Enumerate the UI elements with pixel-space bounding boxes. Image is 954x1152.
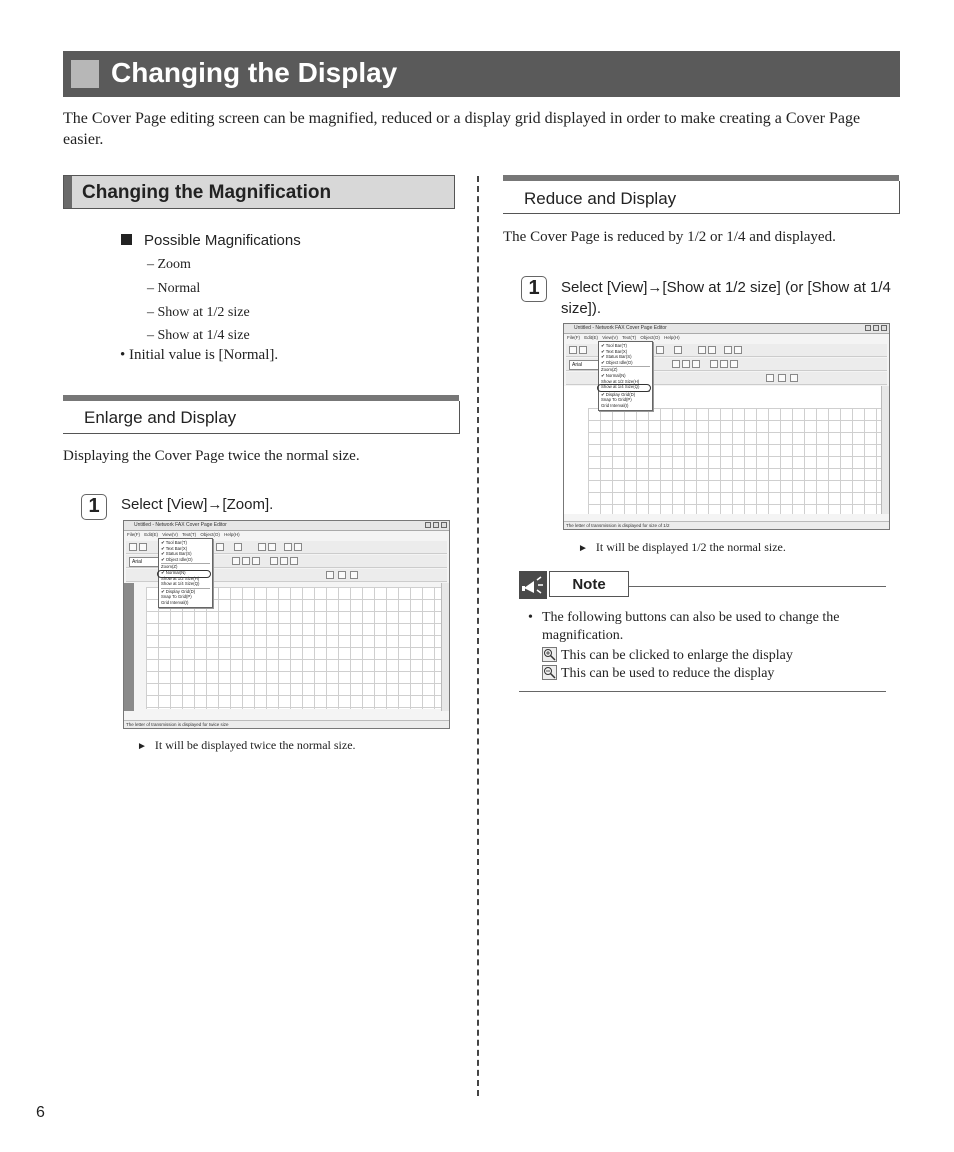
note-bullet-text: The following buttons can also be used to change the magnification. — [542, 610, 840, 643]
arrow-right-icon: ► — [137, 741, 147, 752]
open-icon — [579, 346, 587, 354]
menu-item: ✔ Tool Bar(T) — [601, 343, 627, 348]
step-instruction: Select [View]→[Show at 1/2 size] (or [Show at 1/4 size]). — [561, 279, 891, 317]
menu-item: Grid Interval(I) — [601, 402, 629, 408]
zoom-out-description: This can be used to reduce the display — [561, 666, 775, 681]
step-instruction: Select [View]→[Zoom]. — [121, 496, 274, 513]
menu-item: ✔ Normal(N) — [601, 372, 626, 378]
menu-item: ✔ Tool Bar(T) — [161, 540, 187, 545]
undo-icon — [674, 346, 682, 354]
close-icon — [881, 325, 887, 331]
zoom-out-icon — [708, 346, 716, 354]
menu-item: ✔ Object Idle(O) — [161, 556, 193, 562]
enlarge-description: Displaying the Cover Page twice the normal size. — [63, 448, 360, 464]
enlarge-caption-text: It will be displayed twice the normal size. — [154, 738, 356, 752]
vertical-scrollbar — [881, 386, 889, 514]
menu-item: ✔ Status Bar(S) — [601, 354, 632, 360]
enlarge-heading: Enlarge and Display — [84, 408, 237, 427]
square-bullet-icon — [121, 234, 132, 245]
menu-item: ✔ Object Idle(O) — [601, 359, 633, 365]
note-label: Note — [549, 571, 629, 597]
section-heading-accent — [64, 176, 72, 208]
underline-icon — [692, 360, 700, 368]
editor-screenshot-zoom — [123, 520, 450, 729]
menu-item: ✔ Status Bar(S) — [161, 551, 192, 557]
menu-item: ✔ Text Bar(X) — [161, 545, 188, 551]
select-icon — [284, 543, 292, 551]
menu-item: ✔ Text Bar(X) — [601, 348, 628, 354]
maximize-icon — [433, 522, 439, 528]
page-number: 6 — [36, 1104, 45, 1121]
magnification-item: – Show at 1/2 size — [147, 305, 250, 320]
open-icon — [139, 543, 147, 551]
zoom-out-icon — [542, 665, 557, 680]
menu-item: ✔ Normal(N) — [161, 569, 186, 575]
zoom-in-icon — [258, 543, 266, 551]
note-rule — [629, 586, 886, 587]
initial-value-note: • Initial value is [Normal]. — [120, 347, 279, 363]
window-title: Untitled - Network FAX Cover Page Editor — [564, 324, 889, 334]
menu-item-half-size: Show at 1/2 Size(H) — [601, 378, 640, 384]
status-bar: The letter of transmission is displayed for size of 1/2 — [564, 521, 889, 529]
bold-icon — [232, 557, 240, 565]
round-rect-icon — [338, 571, 346, 579]
ellipse-icon — [790, 374, 798, 382]
note-body — [528, 609, 858, 683]
view-menu — [598, 341, 653, 411]
rect-icon — [766, 374, 774, 382]
half-size-highlight — [597, 384, 651, 392]
menu-item: Zoom(Z) — [601, 366, 650, 373]
step-number: 1 — [81, 494, 107, 520]
menu-item: Show at 1/4 Size(Q) — [601, 384, 640, 390]
arrow-right-icon: ► — [578, 543, 588, 554]
note-header — [519, 571, 886, 601]
megaphone-icon — [519, 571, 547, 599]
rect-icon — [326, 571, 334, 579]
step-number: 1 — [521, 276, 547, 302]
close-icon — [441, 522, 447, 528]
minimize-icon — [865, 325, 871, 331]
zoom-out-row — [542, 665, 858, 683]
underline-icon — [252, 557, 260, 565]
intro-paragraph: The Cover Page editing screen can be magnified, reduced or a display grid displayed in order to make creating a Cover Page easier. — [63, 110, 861, 148]
note-bottom-rule — [519, 691, 886, 692]
menu-item: ✔ Display Grid(D) — [601, 391, 650, 398]
font-select: Arial — [569, 360, 613, 370]
zoom-in-description: This can be clicked to enlarge the display — [561, 648, 793, 663]
zoom-in-icon — [698, 346, 706, 354]
menu-item: ✔ Display Grid(D) — [161, 588, 210, 595]
bold-icon — [672, 360, 680, 368]
reduce-description: The Cover Page is reduced by 1/2 or 1/4 and displayed. — [503, 229, 836, 245]
zoom-in-row — [542, 647, 858, 665]
magnification-item: – Zoom — [147, 257, 191, 272]
bullet-dot: • — [528, 610, 533, 625]
possible-magnifications-heading — [121, 232, 301, 249]
new-icon — [129, 543, 137, 551]
menu-item: Grid Interval(I) — [161, 599, 189, 605]
note-bullet — [528, 609, 858, 645]
align-right-icon — [730, 360, 738, 368]
section-heading-box — [63, 175, 455, 209]
enlarge-caption — [137, 738, 356, 753]
ruler — [124, 583, 134, 711]
reduce-caption — [578, 540, 786, 555]
align-center-icon — [720, 360, 728, 368]
reduce-caption-text: It will be displayed 1/2 the normal size. — [595, 540, 786, 554]
maximize-icon — [873, 325, 879, 331]
italic-icon — [682, 360, 690, 368]
window-title: Untitled - Network FAX Cover Page Editor — [124, 521, 449, 531]
align-left-icon — [710, 360, 718, 368]
align-right-icon — [290, 557, 298, 565]
round-rect-icon — [778, 374, 786, 382]
ellipse-icon — [350, 571, 358, 579]
menu-item: Show at 1/2 Size(H) — [161, 575, 200, 581]
cut-icon — [216, 543, 224, 551]
title-square-icon — [71, 60, 99, 88]
column-divider — [477, 176, 479, 1096]
page-canvas — [588, 408, 884, 514]
font-select: Arial — [129, 557, 173, 567]
hand-icon — [294, 543, 302, 551]
zoom-in-icon — [542, 647, 557, 662]
zoom-out-icon — [268, 543, 276, 551]
select-icon — [724, 346, 732, 354]
vertical-scrollbar — [441, 583, 449, 711]
title-bar — [63, 51, 900, 97]
hand-icon — [734, 346, 742, 354]
align-left-icon — [270, 557, 278, 565]
minimize-icon — [425, 522, 431, 528]
menu-bar: File(F) Edit(E) View(V) Text(T) Object(O) Help(H) — [127, 532, 240, 537]
menu-item: Snap To Grid(P) — [161, 594, 192, 600]
italic-icon — [242, 557, 250, 565]
magnification-item: – Normal — [147, 281, 201, 296]
menu-item-zoom: Zoom(Z) — [161, 563, 210, 570]
new-icon — [569, 346, 577, 354]
editor-screenshot-half — [563, 323, 890, 530]
reduce-heading: Reduce and Display — [524, 189, 677, 208]
align-center-icon — [280, 557, 288, 565]
possible-magnifications-label: Possible Magnifications — [144, 232, 301, 249]
cut-icon — [656, 346, 664, 354]
menu-item: Snap To Grid(P) — [601, 397, 632, 403]
page-title: Changing the Display — [111, 57, 398, 88]
status-bar: The letter of transmission is displayed for twice size — [124, 720, 449, 728]
menu-bar: File(F) Edit(E) View(V) Text(T) Object(O) Help(H) — [567, 335, 680, 340]
menu-item: Show at 1/4 Size(Q) — [161, 581, 200, 587]
section-heading: Changing the Magnification — [82, 182, 332, 203]
undo-icon — [234, 543, 242, 551]
magnification-item: – Show at 1/4 size — [147, 328, 250, 343]
zoom-highlight — [157, 570, 211, 578]
